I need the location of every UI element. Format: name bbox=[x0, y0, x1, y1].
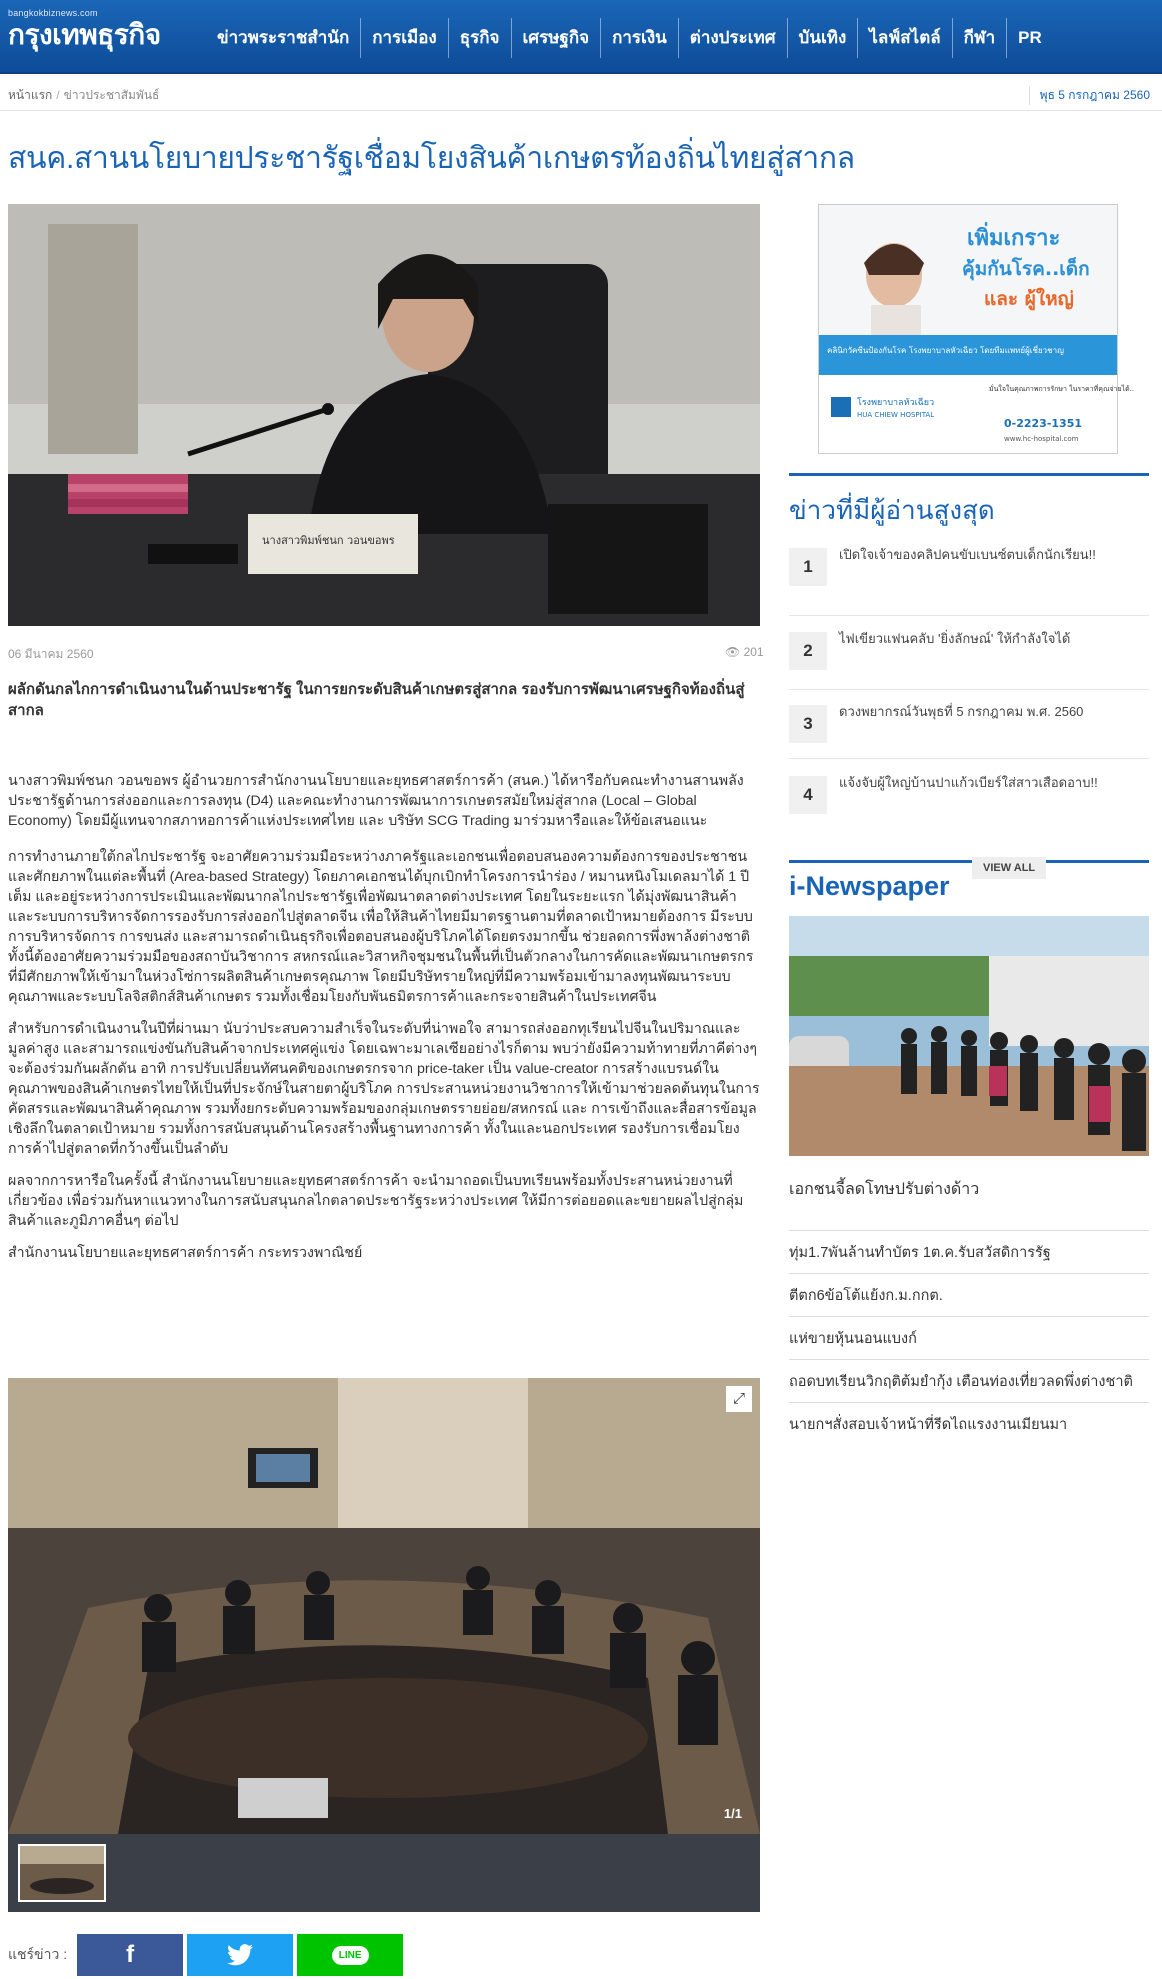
nav-item-royal[interactable]: ข่าวพระราชสำนัก bbox=[203, 18, 361, 58]
inewspaper-caption[interactable]: เอกชนจี้ลดโทษปรับต่างด้าว bbox=[789, 1181, 980, 1198]
ad-slogan: มั่นใจในคุณภาพการรักษา ในราคาที่คุณจ่ายได้.. bbox=[989, 385, 1135, 393]
view-count bbox=[725, 645, 764, 659]
inewspaper-title: i-Newspaper bbox=[789, 871, 950, 901]
share-line-button[interactable] bbox=[297, 1934, 403, 1976]
nav-item-business[interactable]: ธุรกิจ bbox=[449, 18, 512, 58]
article-main-photo bbox=[8, 204, 760, 626]
nav-item-sport[interactable]: กีฬา bbox=[953, 18, 1007, 58]
gallery-counter: 1/1 bbox=[723, 1806, 742, 1821]
popular-text[interactable]: แจ้งจับผู้ใหญ่บ้านปาแก้วเบียร์ใส่สาวเสือดอาบ!! bbox=[839, 775, 1098, 790]
ad-hospital-en: HUA CHIEW HOSPITAL bbox=[857, 411, 935, 419]
nav-item-pr[interactable]: PR bbox=[1018, 28, 1042, 47]
share-bar bbox=[8, 1934, 403, 1976]
nav-item-economy[interactable]: เศรษฐกิจ bbox=[512, 18, 602, 58]
article-source: สำนักงานนโยบายและยุทธศาสตร์การค้า กระทรวงพาณิชย์ bbox=[8, 1245, 363, 1261]
article-paragraph: ผลจากการหารือในครั้งนี้ สำนักงานนโยบายและยุทธศาสตร์การค้า จะนำมาถอดเป็นบทเรียนพร้อมทั้งประสานหน่วยงานที่เกี่ยวข้อง เพื่อร่วมกันหาแนวทางในการสนับสนุนกลไกตลาดประชารัฐระหว่างประเทศ ให้มีการต่อยอดและขยายผลไปสู่กลุ่มสินค้าและภูมิภาคอื่นๆ ต่อไป bbox=[8, 1173, 744, 1229]
popular-item[interactable] bbox=[789, 701, 1149, 759]
list-item[interactable]: ทุ่ม1.7พันล้านทำบัตร 1ต.ค.รับสวัสดิการรัฐ bbox=[789, 1230, 1149, 1273]
nav-item-lifestyle[interactable]: ไลฟ์สไตล์ bbox=[858, 18, 952, 58]
ad-headline-3: และ ผู้ใหญ่ bbox=[984, 288, 1074, 310]
sidebar-ad-banner[interactable] bbox=[818, 204, 1135, 454]
nav-item-finance[interactable]: การเงิน bbox=[601, 18, 679, 58]
page-title: สนค.สานนโยบายประชารัฐเชื่อมโยงสินค้าเกษตรท้องถิ่นไทยสู่สากล bbox=[8, 142, 855, 175]
popular-rank: 2 bbox=[789, 632, 827, 670]
site-logo[interactable] bbox=[8, 8, 161, 52]
line-icon: LINE bbox=[332, 1946, 369, 1965]
article-paragraph: นางสาวพิมพ์ชนก วอนขอพร ผู้อำนวยการสำนักงานนโยบายและยุทธศาสตร์การค้า (สนค.) ได้หารือกับคณะทำงานสานพลังประชารัฐด้านการส่งออกและการลงทุน (D4) และคณะทำงานการพัฒนาการเกษตรสมัยใหม่สู่สากล (Local – Global Economy) โดยมีผู้แทนจากสภาหอการค้าแห่งประเทศไทย และ บริษัท SCG Trading มาร่วมหารือและให้ข้อเสนอแนะ bbox=[8, 773, 744, 829]
share-facebook-button[interactable] bbox=[77, 1934, 183, 1976]
popular-rank: 1 bbox=[789, 548, 827, 586]
main-nav bbox=[203, 18, 1053, 58]
photo-illustration bbox=[8, 204, 760, 626]
top-header bbox=[0, 0, 1162, 74]
view-count-value: 201 bbox=[743, 645, 764, 659]
list-item[interactable]: แห่ขายหุ้นนอนแบงก์ bbox=[789, 1316, 1149, 1359]
article-paragraph: การทำงานภายใต้กลไกประชารัฐ จะอาศัยความร่วมมือระหว่างภาครัฐและเอกชนเพื่อตอบสนองความต้องการของประชาชนและศักยภาพในแต่ละพื้นที่ (Area-based Strategy) โดยภาคเอกชนได้บุกเบิกทำโครงการนำร่อง / หมานหนิงโมเดลมาได้ 1 ปีเต็ม และอยู่ระหว่างการประเมินและพัฒนากลไกประชารัฐเพื่อพัฒนาตลาดต่างประเทศ โดยในระยะแรก ได้มุ่งพัฒนาสินค้าและระบบการบริหารจัดการรองรับการส่งออกไปสู่ตลาดจีน เพื่อให้สินค้าไทยมีมาตรฐานตามที่ตลาดเป้าหมายต้องการ มีระบบการบริหารจัดการ การขนส่ง และสามารถดำเนินธุรกิจเพื่อตอบสนองผู้บริโภคได้โดยตรงมากขึ้น ช่วยลดการพึ่งพาล้งต่างชาติ ทั้งนี้ต้องอาศัยความร่วมมือของสถาบันวิชาการ สหกรณ์และวิสาหกิจชุมชนในพื้นที่เป็นตัวกลางในการคัดและพัฒนาเกษตรกรที่มีศักยภาพให้เข้ามาในห่วงโซ่การผลิตสินค้าเกษตรคุณภาพ โดยมีบริษัทรายใหญ่ที่มีความพร้อมเข้ามาลงทุนพัฒนาระบบคุณภาพและระบบโลจิสติกส์สินค้าเกษตร รวมทั้งเชื่อมโยงกับพันธมิตรการค้าและกระจายสินค้าในประเทศจีน bbox=[8, 849, 754, 1005]
facebook-icon: f bbox=[126, 1941, 135, 1968]
breadcrumb-row bbox=[0, 76, 1162, 111]
popular-text[interactable]: ดวงพยากรณ์วันพุธที่ 5 กรกฎาคม พ.ศ. 2560 bbox=[839, 704, 1084, 719]
logo-text: กรุงเทพธุรกิจ bbox=[8, 19, 161, 50]
list-item[interactable]: นายกฯสั่งสอบเจ้าหน้าที่รีดไถแรงงานเมียนมา bbox=[789, 1402, 1149, 1445]
nav-item-entertainment[interactable]: บันเทิง bbox=[788, 18, 859, 58]
expand-icon[interactable]: ⤢ bbox=[726, 1386, 752, 1412]
gallery-thumbnail[interactable] bbox=[18, 1844, 106, 1902]
list-item[interactable]: ถอดบทเรียนวิกฤติต้มยำกุ้ง เตือนท่องเที่ยวลดพึ่งต่างชาติ bbox=[789, 1359, 1149, 1402]
ad-hospital: โรงพยาบาลหัวเฉียว bbox=[857, 398, 935, 408]
article-paragraph: สำหรับการดำเนินงานในปีที่ผ่านมา นับว่าประสบความสำเร็จในระดับที่น่าพอใจ สามารถส่งออกทุเรียนไปจีนในปริมาณและมูลค่าสูง และสามารถแข่งขันกับสินค้าจากประเทศคู่แข่ง โดยเฉพาะมาเลเซียอย่างไรก็ตาม พบว่ายังมีความท้าทายที่ภาคีต่างๆ จะต้องร่วมกันผลักดัน อาทิ การปรับเปลี่ยนทัศนคติของเกษตรกรจาก price-taker เป็น value-creator การสร้างแบรนด์ในคุณภาพของสินค้าเกษตรไทยให้เป็นที่ประจักษ์ในสายตาผู้บริโภค การประสานหน่วยงานวิชาการให้เข้ามาช่วยลดต้นทุนในการคัดสรรและพัฒนาสินค้าคุณภาพ รวมทั้งยกระดับความพร้อมของกลุ่มเกษตรรายย่อย/สหกรณ์ และ การเข้าถึงและสื่อสารข้อมูลเชิงลึกในตลาดเป้าหมาย รวมทั้งการสนับสนุนด้านโครงสร้างพื้นฐานทางการค้า ทั้งในและนอกประเทศ รองรับการเชื่อมโยงการค้าไปสู่ตลาดที่กว้างขึ้นเป็นลำดับ bbox=[8, 1021, 760, 1157]
ad-headline-2: คุ้มกันโรค..เด็ก bbox=[962, 258, 1090, 280]
popular-text[interactable]: เปิดใจเจ้าของคลิปคนขับเบนซ์ตบเด็กนักเรียน!! bbox=[839, 547, 1096, 562]
current-date: พุธ 5 กรกฎาคม 2560 bbox=[1029, 86, 1150, 105]
article-body bbox=[8, 771, 760, 1275]
popular-rank: 4 bbox=[789, 776, 827, 814]
breadcrumb-home[interactable]: หน้าแรก bbox=[8, 88, 53, 102]
ad-illustration bbox=[819, 205, 1135, 453]
view-all-button[interactable]: VIEW ALL bbox=[972, 857, 1046, 879]
ad-headline-1: เพิ่มเกราะ bbox=[967, 226, 1061, 251]
popular-item[interactable] bbox=[789, 544, 1149, 616]
popular-item[interactable] bbox=[789, 628, 1149, 690]
article-lead: ผลักดันกลไกการดำเนินงานในด้านประชารัฐ ในการยกระดับสินค้าเกษตรสู่สากล รองรับการพัฒนาเศรษฐกิจท้องถิ่นสู่สากล bbox=[8, 681, 745, 719]
nav-item-politics[interactable]: การเมือง bbox=[361, 18, 449, 58]
thumbnail-image bbox=[20, 1846, 104, 1900]
inewspaper-section bbox=[789, 860, 1149, 901]
twitter-icon bbox=[227, 1944, 253, 1966]
ad-web: www.hc-hospital.com bbox=[1004, 435, 1079, 443]
breadcrumb: หน้าแรก / ข่าวประชาสัมพันธ์ bbox=[8, 88, 160, 102]
popular-item[interactable] bbox=[789, 772, 1149, 830]
popular-news-title: ข่าวที่มีผู้อ่านสูงสุด bbox=[789, 495, 995, 525]
gallery-photo bbox=[8, 1378, 760, 1834]
gallery-stage[interactable] bbox=[8, 1378, 760, 1834]
sidebar-news-list bbox=[789, 1230, 1149, 1445]
ad-phone: 0-2223-1351 bbox=[1004, 417, 1083, 430]
ad-band-text: คลินิกวัคซีนป้องกันโรค โรงพยาบาลหัวเฉียว โดยทีมแพทย์ผู้เชี่ยวชาญ bbox=[827, 346, 1064, 355]
popular-rank: 3 bbox=[789, 705, 827, 743]
list-item[interactable]: ตีตก6ข้อโต้แย้งก.ม.กกต. bbox=[789, 1273, 1149, 1316]
share-label: แชร์ข่าว : bbox=[8, 1946, 68, 1962]
inewspaper-photo-image bbox=[789, 916, 1149, 1156]
logo-url: bangkokbiznews.com bbox=[8, 8, 98, 18]
eye-icon: 👁 bbox=[725, 645, 741, 659]
popular-text[interactable]: ไฟเขียวแฟนคลับ 'ยิ่งลักษณ์' ให้กำลังใจได้ bbox=[839, 631, 1071, 646]
breadcrumb-current[interactable]: ข่าวประชาสัมพันธ์ bbox=[63, 88, 160, 102]
share-twitter-button[interactable] bbox=[187, 1934, 293, 1976]
photo-gallery bbox=[8, 1378, 760, 1912]
popular-news-section bbox=[789, 473, 1149, 531]
inewspaper-photo[interactable] bbox=[789, 916, 1149, 1156]
article-date: 06 มีนาคม 2560 bbox=[8, 647, 94, 661]
nameplate-text: นางสาวพิมพ์ชนก วอนขอพร bbox=[262, 534, 395, 547]
nav-item-world[interactable]: ต่างประเทศ bbox=[679, 18, 788, 58]
